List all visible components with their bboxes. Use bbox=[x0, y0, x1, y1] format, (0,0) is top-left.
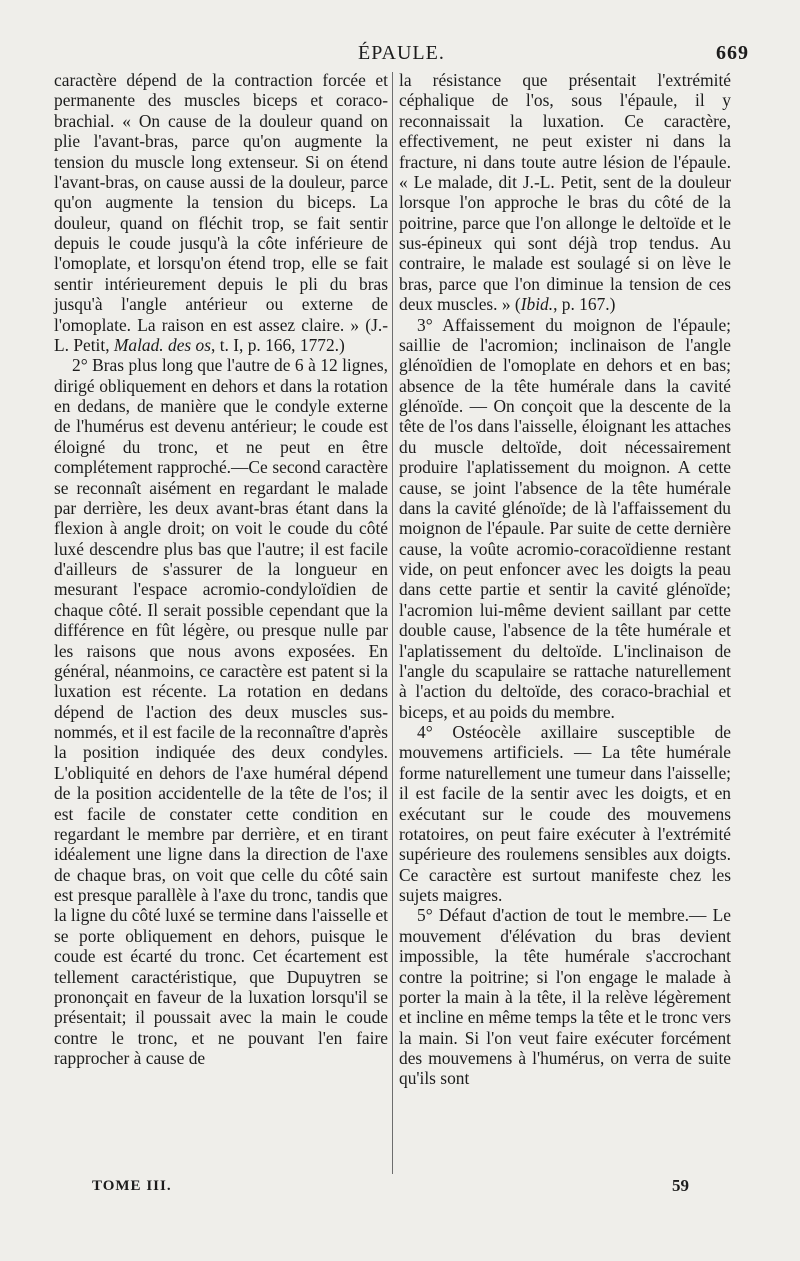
left-paragraph-1: caractère dépend de la contraction forcée et permanente des muscles biceps et coraco-brachial. « On cause de la douleur quand on plie l'avant-bras, parce qu'on augmente la tension du muscle long extenseur. Si on étend l'avant-bras, on cause aussi de la douleur, parce qu'on augmente la tension du biceps. La douleur, quand on fléchit trop, se fait sentir depuis le coude jusqu'à la côte inférieure de l'omoplate, et lorsqu'on étend trop, elle se fait sentir intérieurement depuis le pli du bras jusqu'à l'angle antérieur ou externe de l'omoplate. La raison en est assez claire. » (J.-L. Petit, Malad. des os, t. I, p. 166, 1772.) bbox=[54, 70, 388, 355]
right-paragraph-2: 3° Affaissement du moignon de l'épaule; saillie de l'acromion; inclinaison de l'angle glénoïdien de l'omoplate en dehors et en bas; absence de la tête humérale dans la cavité glénoïde. — On conçoit que la descente de la tête de l'os dans l'aisselle, éloignant les attaches du muscle deltoïde, doit nécessairement produire l'aplatissement du moignon. A cette cause, se joint l'absence de la tête humérale dans la cavité glénoïde; de là l'affaissement du moignon de l'épaule. Par suite de cette dernière cause, la voûte acromio-coracoïdienne restant vide, on peut enfoncer avec les doigts la peau dans cette partie et sentir la cavité glénoïde; l'acromion lui-même devient saillant par cette double cause, l'absence de la tête humérale et l'aplatissement du deltoïde. L'inclinaison de l'angle du scapulaire se rattache naturellement à l'action du deltoïde, des coraco-brachial et biceps, et au poids du membre. bbox=[399, 314, 731, 722]
left-paragraph-2: 2° Bras plus long que l'autre de 6 à 12 lignes, dirigé obliquement en dehors et dans la rotation en dedans, de manière que le condyle externe de l'humérus est devenu antérieur; le coude est éloigné du tronc, et ne peut en être complétement rapproché.—Ce second caractère se reconnaît aisément en regardant le malade par derrière, les deux avant-bras étant dans la flexion à angle droit; on voit le coude du côté luxé descendre plus bas que l'autre; il est facile d'ailleurs de s'assurer de la longueur en mesurant l'espace acromio-condyloïdien de chaque côté. Il serait possible cependant que la différence en fût légère, ou presque nulle par les raisons que nous avons exposées. En général, néanmoins, ce caractère est patent si la luxation est récente. La rotation en dedans dépend de l'action des deux muscles sus-nommés, et il est facile de la reconnaître d'après la position indiquée des deux condyles. L'obliquité en dehors de l'axe huméral dépend de la position accidentelle de la tête de l'os; il est facile de constater cette condition en regardant le membre par derrière, et en tirant idéalement une ligne dans la direction de l'axe de chaque bras, on voit que celle du côté sain est presque parallèle à l'axe du tronc, tandis que la ligne du côté luxé se termine dans l'aisselle et se porte obliquement en dehors, puisque le coude est écarté du tronc. Cet écartement est tellement caractéristique, que Dupuytren se prononçait en faveur de la luxation lorsqu'il se présentait; il poussait avec la main le coude contre le tronc, et ne pouvant l'en faire rapprocher à cause de bbox=[54, 355, 388, 1068]
page-number: 669 bbox=[716, 42, 749, 64]
page-footer bbox=[0, 1176, 800, 1200]
right-paragraph-3: 4° Ostéocèle axillaire susceptible de mouvemens artificiels. — La tête humérale forme naturellement une tumeur dans l'aisselle; il est facile de la sentir avec les doigts, et en exécutant sur le coude des mouvemens rotatoires, on peut faire exécuter à l'extrémité supérieure des roulemens sensibles aux doigts. Ce caractère est surtout manifeste chez les sujets maigres. bbox=[399, 722, 731, 905]
left-column bbox=[54, 70, 388, 1068]
right-paragraph-4: 5° Défaut d'action de tout le membre.— Le mouvement d'élévation du bras devient impossible, la tête humérale s'accrochant contre la poitrine; si l'on engage le malade à porter la main à la tête, il la relève légèrement et incline en même temps la tête et le tronc vers la main. Si l'on veut faire exécuter forcément des mouvemens à l'humérus, on verra de suite qu'ils sont bbox=[399, 905, 731, 1089]
right-paragraph-1: la résistance que présentait l'extrémité céphalique de l'os, sous l'épaule, il y reconnaissait la luxation. Ce caractère, effectivement, ne peut exister ni dans la fracture, ni dans toute autre lésion de l'épaule. « Le malade, dit J.-L. Petit, sent de la douleur lorsque l'on approche le bras du côté de la poitrine, parce que l'on allonge le deltoïde et le sus-épineux qui sont déjà trop tendus. Au contraire, le malade est soulagé si on lève le bras, parce que l'on diminue la tension de ces deux muscles. » (Ibid., p. 167.) bbox=[399, 70, 731, 315]
column-rule bbox=[392, 72, 393, 1174]
signature-mark: 59 bbox=[672, 1176, 689, 1195]
volume-label: TOME III. bbox=[92, 1178, 172, 1194]
running-title: ÉPAULE. bbox=[358, 42, 445, 64]
right-column bbox=[399, 70, 731, 1089]
running-head bbox=[0, 40, 800, 70]
